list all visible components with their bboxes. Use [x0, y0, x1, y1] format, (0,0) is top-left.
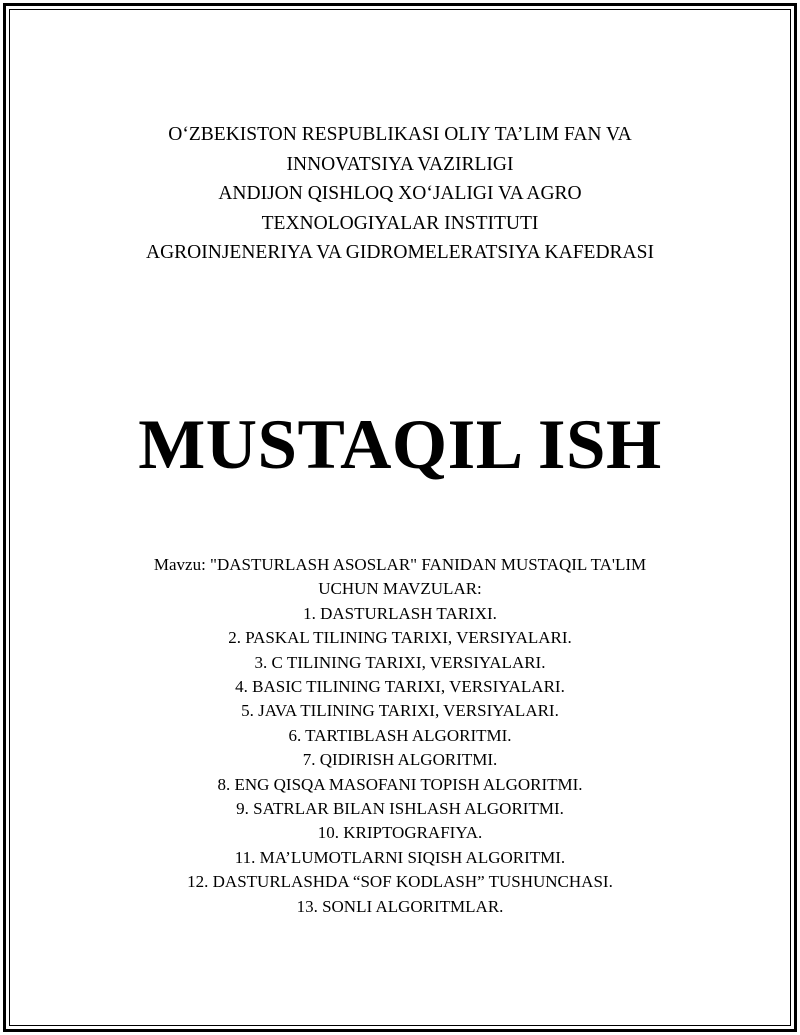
topic-item: 9. SATRLAR BILAN ISHLASH ALGORITMI.: [236, 799, 564, 819]
subject-line: Mavzu: "DASTURLASH ASOSLAR" FANIDAN MUSTAQIL TA'LIM: [153, 555, 647, 574]
subject-line: UCHUN MAVZULAR:: [318, 579, 482, 599]
topic-item: 12. DASTURLASHDA “SOF KODLASH” TUSHUNCHASI.: [187, 872, 613, 892]
topic-item: 10. KRIPTOGRAFIYA.: [317, 823, 483, 843]
topic-item: 11. MA’LUMOTLARNI SIQISH ALGORITMI.: [234, 847, 566, 867]
topic-item: 13. SONLI ALGORITMLAR.: [296, 896, 504, 916]
header-line: TEXNOLOGIYALAR INSTITUTI: [261, 212, 539, 234]
institution-header: [0, 120, 800, 268]
header-line: O‘ZBEKISTON RESPUBLIKASI OLIY TA’LIM FAN VA: [168, 124, 632, 145]
topic-item: 8. ENG QISQA MASOFANI TOPISH ALGORITMI.: [217, 774, 583, 794]
topic-item: 6. TARTIBLASH ALGORITMI.: [288, 725, 512, 745]
topic-item: 2. PASKAL TILINING TARIXI, VERSIYALARI.: [228, 628, 572, 648]
header-line: ANDIJON QISHLOQ XO‘JALIGI VA AGRO: [218, 183, 582, 204]
header-line: INNOVATSIYA VAZIRLIGI: [286, 153, 514, 175]
topics-section: [0, 553, 800, 919]
topic-item: 3. C TILINING TARIXI, VERSIYALARI.: [254, 652, 546, 672]
topic-item: 4. BASIC TILINING TARIXI, VERSIYALARI.: [235, 677, 565, 697]
topic-item: 1. DASTURLASH TARIXI.: [303, 603, 497, 623]
topic-item: 5. JAVA TILINING TARIXI, VERSIYALARI.: [241, 701, 559, 721]
topic-item: 7. QIDIRISH ALGORITMI.: [302, 750, 498, 770]
document-title: MUSTAQIL ISH: [138, 406, 662, 484]
header-line: AGROINJENERIYA VA GIDROMELERATSIYA KAFEDRASI: [146, 242, 654, 263]
